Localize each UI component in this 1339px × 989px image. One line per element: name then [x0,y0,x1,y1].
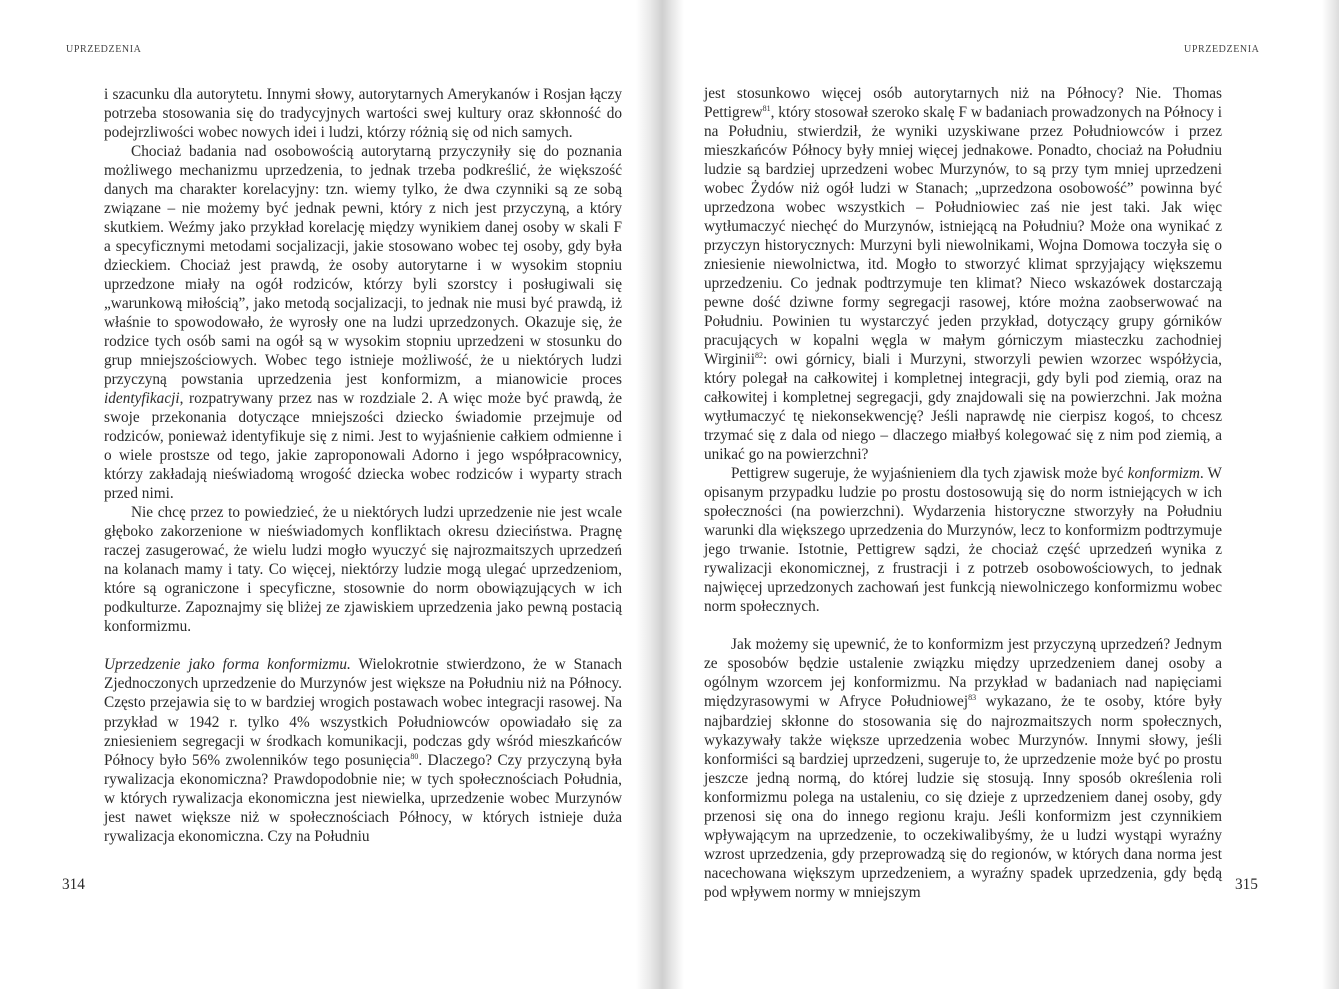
left-paragraph-4: Uprzedzenie jako forma konformizmu. Wielokrotnie stwierdzono, że w Stanach Zjednoczonych uprzedzenie do Murzynów jest większe na Południu niż na Północy. Często przejawia się to w bardziej wrogich postawach wobec integracji rasowej. Na przykład w 1942 r. tylko 4% wszystkich Południowców opowiadało się za zniesieniem segregacji w środkach komunikacji, podczas gdy wśród mieszkańców Północy było 56% zwolenników tego posunięcia$^{80}$. Dlaczego? Czy przyczyną była rywalizacja ekonomiczna? Prawdopodobnie nie; w tych społecznościach Południa, w których rywalizacja ekonomiczna jest niewielka, uprzedzenie wobec Murzynów jest nawet większe niż w społecznościach Północy, w których istnieje duża rywalizacja ekonomiczna. Czy na Południu [104,656,622,845]
footnote-ref-80[interactable]: 80 [410,751,419,761]
left-paragraph-3: Nie chcę przez to powiedzieć, że u niektórych ludzi uprzedzenie nie jest wcale głęboko zakorzenione w nieświadomych konfliktach okresu dzieciństwa. Pragnę raczej zasugerować, że wielu ludzi mogło wyuczyć się najrozmaitszych uprzedzeń na kolanach mamy i taty. Co więcej, niektórzy ludzie mogą ulegać uprzedzeniom, które są ograniczone i specyficzne, stosownie do norm obowiązujących w ich podkulturze. Zapoznajmy się bliżej ze zjawiskiem uprzedzenia jako pewną postacią konformizmu. [104,504,622,636]
right-paragraph-1: jest stosunkowo więcej osób autorytarnych niż na Północy? Nie. Thomas Pettigrew$^{81}$, który stosował szeroko skalę F w badaniach prowadzonych na Północy i na Południu, stwierdził, że wyniki uzyskiwane przez Południowców i przez mieszkańców Północy były mniej więcej jednakowe. Ponadto, chociaż na Południu ludzie są bardziej uprzedzeni wobec Murzynów, to są przy tym mniej uprzedzeni wobec Żydów niż ogół ludzi w Stanach; „uprzedzona osobowość” powinna być uprzedzona wobec wszystkich – Południowiec zaś nie jest taki. Jak więc wytłumaczyć niechęć do Murzynów, istniejącą na Południu? Może ona wynikać z przyczyn historycznych: Murzyni byli niewolnikami, Wojna Domowa toczyła się o zniesienie niewolnictwa, itd. Mogło to stworzyć klimat sprzyjający większemu uprzedzeniu. Co jednak podtrzymuje ten klimat? Nieco wskazówek dostarczają pewne dość dziwne formy segregacji rasowej, które można zaobserwować na Południu. Powinien tu wystarczyć jeden przykład, dotyczący grupy górników pracujących w kopalni węgla w małym górniczym miasteczku zachodniej Wirginii$^{82}$: owi górnicy, biali i Murzyni, stworzyli pewien wzorzec współżycia, który polegał na całkowitej i kompletnej integracji, gdy byli pod ziemią, oraz na całkowitej i kompletnej segregacji, gdy znajdowali się na powierzchni. Jak można wytłumaczyć tę niekonsekwencję? Jeśli naprawdę nie cierpisz kogoś, to chcesz trzymać się z dala od niego – dlaczego miałbyś kolegować się z nim pod ziemią, a unikać go na powierzchni? [704,85,1222,464]
left-page-body [104,85,622,846]
right-paragraph-3: Jak możemy się upewnić, że to konformizm jest przyczyną uprzedzeń? Jednym ze sposobów będzie ustalenie związku między uprzedzeniem danej osoby a ogólnym wzorcem jej konformizmu. Na przykład w badaniach nad napięciami międzyrasowymi w Afryce Południowej$^{83}$ wykazano, że te osoby, które były najbardziej skłonne do stosowania się do najrozmaitszych norm społecznych, wykazywały także większe uprzedzenia wobec Murzynów. Innymi słowy, jeśli konformiści są bardziej uprzedzeni, sugeruje to, że uprzedzenie może być po prostu jeszcze jedną normą, do której ludzie się stosują. Inny sposób określenia roli konformizmu polega na ustaleniu, co się dzieje z uprzedzeniem danej osoby, gdy przenosi się ona do innego regionu kraju. Jeśli konformizm jest czynnikiem wpływającym na uprzedzenie, to oczekiwalibyśmy, że u ludzi wystąpi wyraźny wzrost uprzedzenia, gdy przeprowadzą się do regionów, w których dana norma jest nacechowana większym uprzedzeniem, a wyraźny spadek uprzedzenia, gdy będą pod wpływem normy w mniejszym [704,636,1223,901]
section-heading: Uprzedzenie jako forma konformizmu. [104,656,351,674]
emphasis-identyfikacji: identyfikacji [104,390,180,408]
footnote-ref-81[interactable]: 81 [762,104,771,114]
footnote-ref-82[interactable]: 82 [754,351,763,361]
right-page-number: 315 [1235,876,1258,893]
left-running-head: UPRZEDZENIA [66,44,142,55]
page-edge-shadow [1322,0,1339,989]
left-paragraph-2: Chociaż badania nad osobowością autorytarną przyczyniły się do poznania możliwego mechanizmu uprzedzenia, to jednak trzeba podkreślić, że większość danych ma charakter korelacyjny: tzn. wiemy tylko, że dwa czynniki są ze sobą związane – nie możemy być jednak pewni, który z nich jest przyczyną, a który skutkiem. Weźmy jako przykład korelację między wynikiem danej osoby w skali F a specyficznymi metodami socjalizacji, jakie stosowano wobec tej osoby, gdy była dzieckiem. Chociaż jest prawdą, że osoby autorytarne i w wysokim stopniu uprzedzone miały na ogół rodziców, którzy byli szorstcy i posługiwali się „warunkową miłością”, jako metodą socjalizacji, to jednak nie musi być prawdą, iż właśnie to spowodowało, że wyrosły one na ludzi uprzedzonych. Okazuje się, że rodzice tych osób sami na ogół są w wysokim stopniu uprzedzeni w stosunku do grup mniejszościowych. Wobec tego istnieje możliwość, że u niektórych ludzi przyczyną powstania uprzedzenia jest konformizm, a mianowicie proces identyfikacji, rozpatrywany przez nas w rozdziale 2. A więc może być prawdą, że swoje przekonania dotyczące mniejszości dziecko świadomie przejmuje od rodziców, ponieważ identyfikuje się z nimi. Jest to wyjaśnienie całkiem odmienne i o wiele prostsze od tego, jakie zaproponowali Adorno i jego współpracownicy, którzy zakładają nieświadomą wrogość dziecka wobec rodziców i wyparty strach przed nimi. [104,143,622,503]
right-page-body [704,84,1222,902]
emphasis-konformizm: konformizm [1127,465,1200,483]
footnote-ref-83[interactable]: 83 [968,693,977,703]
left-paragraph-1: i szacunku dla autorytetu. Innymi słowy, autorytarnych Amerykanów i Rosjan łączy potrzeba stosowania się do tradycyjnych wartości swej kultury oraz skłonność do podejrzliwości wobec nowych idei i ludzi, którzy różnią się od nich samych. [104,86,622,142]
book-gutter-shadow [636,0,684,989]
right-paragraph-2: Pettigrew sugeruje, że wyjaśnieniem dla tych zjawisk może być konformizm. W opisanym przypadku ludzie po prostu dostosowują się do norm istniejących w ich społeczności (na powierzchni). Wydarzenia historyczne stworzyły na Południu warunki dla większego uprzedzenia do Murzynów, lecz to konformizm podtrzymuje jego trwanie. Istotnie, Pettigrew sądzi, że chociaż część uprzedzeń wynika z rywalizacji ekonomicznej, z frustracji i z potrzeb osobowościowych, to jednak najwięcej uprzedzonych zachowań jest funkcją niewolniczego konformizmu wobec norm społecznych. [704,465,1222,616]
right-running-head: UPRZEDZENIA [1184,44,1260,55]
left-page-number: 314 [62,876,85,893]
